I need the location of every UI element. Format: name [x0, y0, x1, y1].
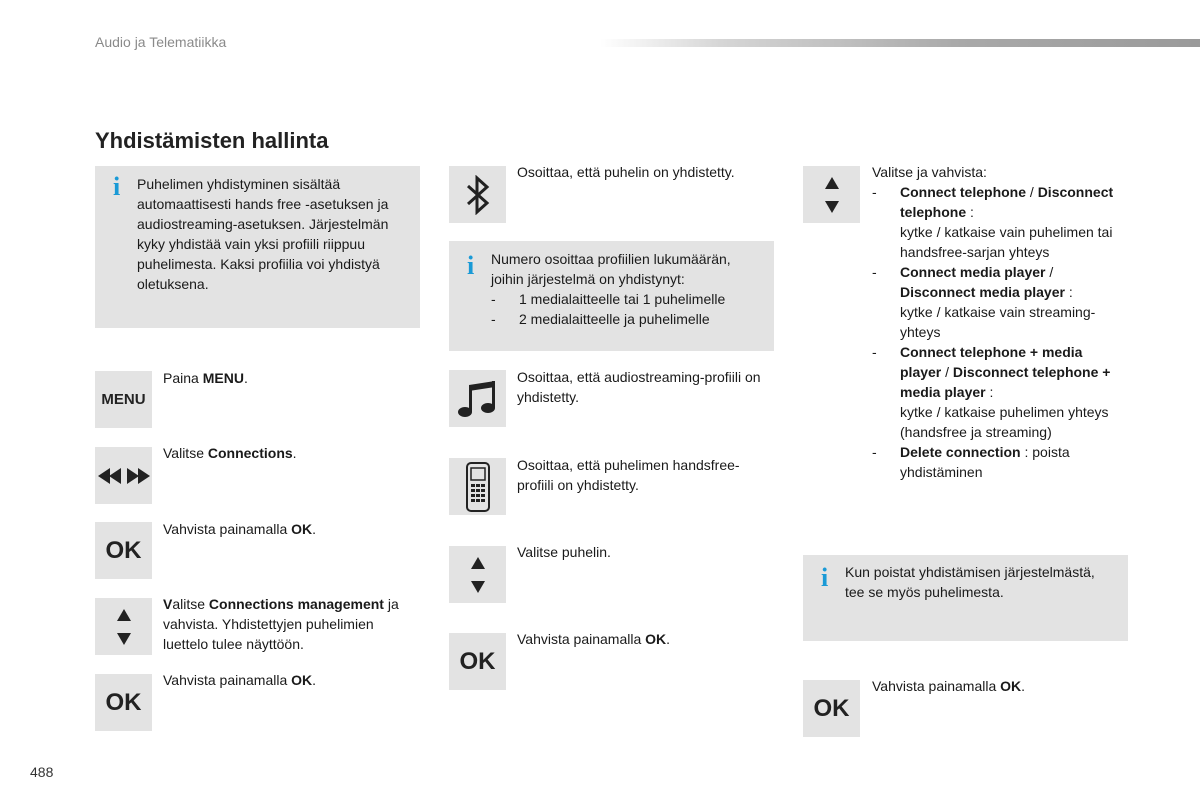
- bluetooth-indicator: [449, 166, 506, 223]
- ok-key-label: OK: [105, 688, 142, 716]
- step-confirm-4: Vahvista painamalla OK.: [872, 678, 1026, 694]
- bluetooth-description: Osoittaa, että puhelin on yhdistetty.: [517, 164, 735, 180]
- header-bar: [600, 39, 1200, 47]
- step-confirm-2: Vahvista painamalla OK.: [163, 672, 317, 688]
- step-select-connections: Valitse Connections.: [163, 445, 297, 461]
- phone-description: Osoittaa, että puhelimen handsfree-profiili on yhdistetty.: [517, 457, 740, 493]
- seek-key[interactable]: [95, 447, 152, 504]
- option-connect-telephone-media: - Connect telephone + media player / Disconnect telephone + media player : kytke / katkaise puhelimen yhteys (handsfree ja streaming): [872, 344, 1111, 440]
- up-down-arrows-icon: [117, 609, 131, 645]
- up-down-key-2[interactable]: [449, 546, 506, 603]
- ok-key-label: OK: [813, 694, 850, 722]
- info-box-pairing: [95, 166, 420, 328]
- info-icon: i: [821, 563, 829, 592]
- ok-key-1[interactable]: [95, 522, 152, 579]
- menu-key[interactable]: [95, 371, 152, 428]
- step-confirm-3: Vahvista painamalla OK.: [517, 631, 671, 647]
- step-confirm-1: Vahvista painamalla OK.: [163, 521, 317, 537]
- page-title: Yhdistämisten hallinta: [95, 128, 329, 153]
- page-number: 488: [30, 764, 54, 780]
- up-down-arrows-icon: [471, 557, 485, 593]
- ok-key-2[interactable]: [95, 674, 152, 731]
- info-profiles-text: [491, 249, 766, 329]
- info-text: Puhelimen yhdistyminen sisältää automaattisesti hands free -asetuksen ja audiostreaming-asetuksen. Järjestelmän kyky yhdistää vain yksi profiili riippuu puhelimesta. Kaksi profiilia voi yhdistyä oletuksena.: [137, 176, 389, 292]
- list-item: - 1 medialaitteelle tai 1 puhelimelle: [491, 291, 726, 307]
- header-title: Audio ja Telematiikka: [95, 34, 227, 50]
- step-connections-management: Valitse Connections management ja vahvista. Yhdistettyjen puhelimien luettelo tulee näyttöön.: [163, 596, 399, 652]
- seek-arrows-icon: [98, 466, 150, 486]
- info-icon: i: [113, 172, 121, 201]
- option-connect-media-player: - Connect media player / Disconnect media player : kytke / katkaise vain streaming-yhteys: [872, 264, 1096, 340]
- music-note-icon: [457, 379, 499, 419]
- info-icon: i: [467, 251, 475, 280]
- bluetooth-icon: [465, 175, 491, 215]
- option-connect-telephone: - Connect telephone / Disconnect telephone : kytke / katkaise vain puhelimen tai handsfree-sarjan yhteys: [872, 184, 1114, 260]
- list-item: - 2 medialaitteelle ja puhelimelle: [491, 311, 710, 327]
- info-box-delete: [803, 555, 1128, 641]
- ok-key-label: OK: [105, 536, 142, 564]
- ok-key-3[interactable]: [449, 633, 506, 690]
- up-down-arrows-icon: [825, 177, 839, 213]
- music-indicator: [449, 370, 506, 427]
- options-intro: Valitse ja vahvista:: [872, 164, 987, 180]
- info-box-profiles: [449, 241, 774, 351]
- music-description: Osoittaa, että audiostreaming-profiili on yhdistetty.: [517, 369, 761, 405]
- up-down-key-1[interactable]: [95, 598, 152, 655]
- up-down-key-3[interactable]: [803, 166, 860, 223]
- ok-key-label: OK: [459, 647, 496, 675]
- mobile-phone-icon: [465, 461, 491, 513]
- info-profiles-intro: Numero osoittaa profiilien lukumäärän, joihin järjestelmä on yhdistynyt:: [491, 251, 731, 287]
- menu-key-label: MENU: [101, 391, 146, 408]
- option-delete-connection: - Delete connection : poista yhdistäminen: [872, 444, 1070, 480]
- step-select-phone: Valitse puhelin.: [517, 544, 611, 560]
- step-press-menu: Paina MENU.: [163, 370, 248, 386]
- phone-indicator: [449, 458, 506, 515]
- ok-key-4[interactable]: [803, 680, 860, 737]
- info-delete-text: Kun poistat yhdistämisen järjestelmästä, tee se myös puhelimesta.: [845, 564, 1095, 600]
- options-block: [872, 162, 1127, 482]
